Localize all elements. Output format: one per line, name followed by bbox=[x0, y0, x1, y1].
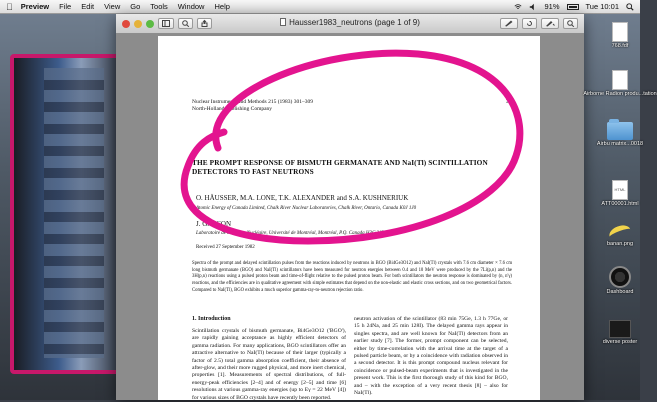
share-icon bbox=[201, 20, 208, 27]
received-date: Received 27 September 1982 bbox=[196, 245, 255, 250]
desktop-file-airborne[interactable] bbox=[583, 70, 657, 98]
zoom-out-icon bbox=[182, 20, 189, 27]
wallpaper-artwork bbox=[10, 54, 130, 374]
paper-abstract: Spectra of the prompt and delayed scintillation pulses from the reactions induced by neutrons in BGO (Bi4Ge3O12) and NaI(Tl) crystals with 7.6 cm diameter × 7.6 cm long bismuth germanate (BGO) and NaI(Tl) scintillators have been measured for neutron energies between 0.4 and 10 MeV were produced by the 7Li(p,n) and the 3H(p,n) reactions using a pulsed proton beam and time-of-flight relative to the pulsed proton beam. For both scintillators the neutron response is dominated by (n, n'γ) reactions, and the efficiencies are in qualitative agreement with simple estimates that depend on the non-elastic and elastic cross sections, and on two geometrical factors. Compared to NaI(Tl), BGO exhibits a much superior gamma-ray-to-neutron rejection ratio. bbox=[192, 261, 512, 293]
body-column-left: Scintillation crystals of bismuth germanate, Bi4Ge3O12 ('BGO'), are rapidly gaining acceptance as highly efficient detectors of gamma radiation. For many applications, BGO scintillators offer an attractive alternative to NaI(Tl) because of their larger (typically a factor of 2.5) total gamma absorption coefficient, their absence of after-glow, and their more rugged physical, and more inert chemical, properties [1]. Measurements of spectral distributions, of full-energy-peak efficiencies [2–4] and of energy [2–5] and time [6] resolutions at various gamma-ray energies (up to Eγ = 22 MeV [4]) for various sizes of BGO crystals have recently been reported. bbox=[192, 328, 346, 401]
menu-app-name[interactable]: Preview bbox=[14, 2, 43, 11]
desktop-file-att-html[interactable] bbox=[600, 180, 640, 208]
annotate-icon bbox=[545, 20, 555, 27]
volume-icon[interactable] bbox=[529, 3, 537, 11]
apple-menu-icon[interactable] bbox=[6, 2, 13, 12]
menu-window[interactable]: Window bbox=[171, 2, 198, 11]
desktop-icon-label: Airborne Radion produ...tation bbox=[583, 91, 657, 97]
zoom-button[interactable] bbox=[146, 20, 154, 28]
menu-view[interactable]: View bbox=[97, 2, 114, 11]
journal-citation: Nuclear Instruments and Methods 215 (1983) 301–309 bbox=[192, 99, 313, 105]
window-titlebar[interactable] bbox=[116, 14, 584, 34]
desktop-icon-label: banan.png bbox=[607, 241, 633, 247]
battery-icon[interactable] bbox=[567, 4, 579, 10]
menu-edit[interactable]: Edit bbox=[74, 2, 88, 11]
document-icon bbox=[612, 22, 628, 42]
pen-icon bbox=[504, 20, 514, 27]
desktop-icon-label: Dashboard bbox=[606, 289, 634, 295]
rotate-button[interactable] bbox=[522, 18, 537, 29]
window-title-text: Hausser1983_neutrons (page 1 of 9) bbox=[289, 18, 420, 27]
rotate-icon bbox=[526, 20, 533, 27]
menu-file[interactable]: File bbox=[52, 2, 65, 11]
page-number: 301 bbox=[505, 99, 514, 105]
desktop-dashboard[interactable] bbox=[600, 266, 640, 296]
wallpaper-artwork-detail bbox=[44, 68, 104, 358]
markup-pen-button[interactable] bbox=[500, 18, 518, 29]
close-button[interactable] bbox=[122, 20, 130, 28]
dashboard-icon bbox=[609, 266, 631, 288]
second-affiliation: Laboratoire de Physique Nucléaire, Université de Montréal, Montréal, P.Q. Canada H3C 3J7 bbox=[196, 231, 384, 236]
paper-second-author: J. GASCON bbox=[196, 220, 232, 228]
menu-bar bbox=[0, 0, 640, 14]
desktop-icon-label: Airbu matrix...0018 bbox=[596, 141, 644, 147]
desktop-icon-label: 768.fdf bbox=[611, 43, 629, 49]
preview-window bbox=[116, 14, 584, 400]
paper-authors: O. HÄUSSER, M.A. LONE, T.K. ALEXANDER and S.A. KUSHNERIUK bbox=[196, 194, 409, 202]
annotate-button[interactable] bbox=[541, 18, 559, 29]
menu-tools[interactable]: Tools bbox=[143, 2, 162, 11]
window-controls bbox=[122, 20, 154, 28]
document-icon bbox=[612, 70, 628, 90]
desktop-icon-label: diverse poster bbox=[602, 339, 638, 345]
html-icon: HTML bbox=[612, 180, 628, 200]
menu-go[interactable]: Go bbox=[123, 2, 134, 11]
sidebar-icon bbox=[162, 20, 170, 27]
sidebar-toggle-button[interactable] bbox=[158, 18, 174, 29]
desktop-folder-diverse-poster[interactable] bbox=[600, 320, 640, 346]
annotation-stroke bbox=[184, 53, 520, 241]
annotation-circle[interactable] bbox=[158, 36, 540, 400]
desktop-icon-label: ATT00001.html bbox=[601, 201, 639, 207]
desktop-folder-airbu[interactable] bbox=[596, 122, 644, 148]
journal-publisher: North-Holland Publishing Company bbox=[192, 106, 273, 112]
desktop-file-banan[interactable] bbox=[600, 226, 640, 248]
folder-icon bbox=[607, 122, 633, 140]
author-affiliation: Atomic Energy of Canada Limited, Chalk River Nuclear Laboratories, Chalk River, Ontario, Canada K0J 1J0 bbox=[196, 206, 417, 211]
toolbar-right bbox=[496, 18, 578, 29]
document-proxy-icon[interactable] bbox=[280, 18, 286, 26]
menu-clock[interactable]: Tue 10:01 bbox=[585, 2, 619, 11]
search-icon bbox=[567, 20, 574, 27]
dark-image-icon bbox=[609, 320, 631, 338]
share-button[interactable] bbox=[197, 18, 212, 29]
desktop-file-768-fdf[interactable] bbox=[600, 22, 640, 50]
pdf-page[interactable] bbox=[158, 36, 540, 400]
status-tray bbox=[514, 2, 634, 11]
battery-percent[interactable]: 91% bbox=[544, 2, 560, 11]
body-column-right: neutron activation of the scintillator (83 min 75Ge, 1.3 h 77Ge, or 15 h 24Na, and 25 min 128I). The delayed gamma rays appear in singles spectra, and are well known for NaI(Tl) detectors from an earlier study [7]. The former, prompt component can be selected, either by time-correlation with the arrival time at the target of a pulsed particle beam, or by a coincidence with radiation observed in a second detector. It is this prompt compound nucleus relevant for coincidence or pulsed-beam experiments that is investigated in the present work. This is the first thorough study of this kind for BGO, and – with the exception of a very recent thesis [8] – also for NaI(Tl). bbox=[354, 316, 508, 397]
spotlight-search-icon[interactable] bbox=[626, 3, 634, 11]
zoom-out-button[interactable] bbox=[178, 18, 193, 29]
menu-help[interactable]: Help bbox=[207, 2, 224, 11]
section-heading: 1. Introduction bbox=[192, 316, 231, 322]
wifi-icon[interactable] bbox=[514, 3, 522, 11]
search-button[interactable] bbox=[563, 18, 578, 29]
minimize-button[interactable] bbox=[134, 20, 142, 28]
paper-title: THE PROMPT RESPONSE OF BISMUTH GERMANATE AND NaI(Tl) SCINTILLATION DETECTORS TO FAST NEUTRONS bbox=[192, 158, 488, 176]
